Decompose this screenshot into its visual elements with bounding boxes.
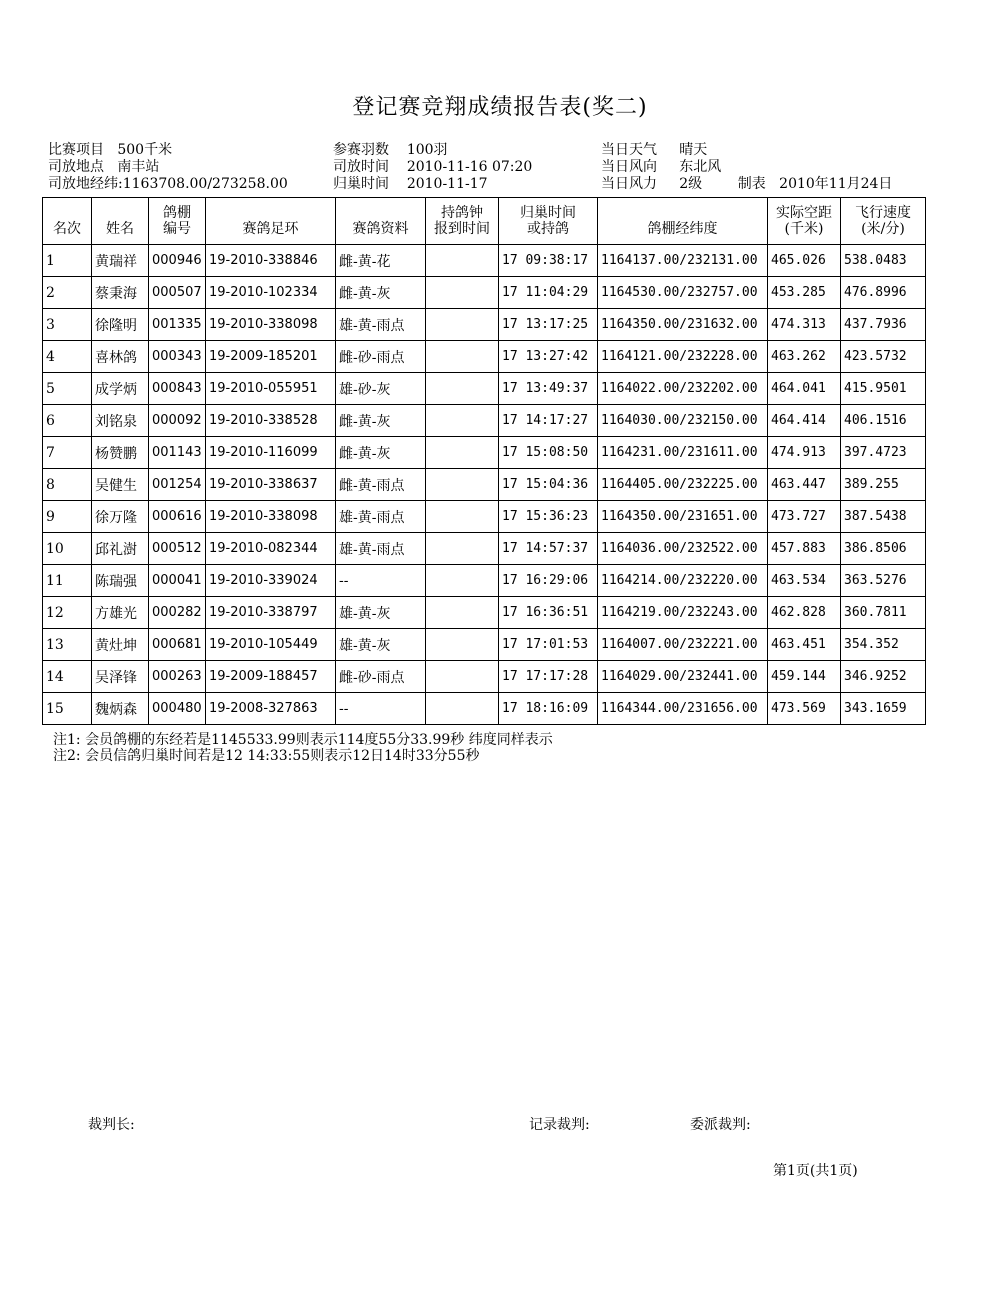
cell-rank: 10	[43, 533, 92, 565]
cell-loft-no: 000263	[149, 661, 206, 693]
place-value: 南丰站	[117, 159, 160, 175]
table-row	[43, 373, 926, 405]
col-loft-no: 鸽棚 编号	[149, 198, 206, 245]
cell-speed: 387.5438	[841, 501, 926, 533]
release-time-value: 2010-11-16 07:20	[406, 159, 533, 175]
info-col-1	[48, 142, 288, 193]
cell-clock	[426, 277, 499, 309]
cell-rank: 11	[43, 565, 92, 597]
cell-loft-no: 000843	[149, 373, 206, 405]
cell-arrive: 17 15:36:23	[499, 501, 598, 533]
table-row	[43, 469, 926, 501]
cell-coords: 1164137.00/232131.00	[598, 245, 768, 277]
cell-loft-no: 000512	[149, 533, 206, 565]
cell-distance: 462.828	[768, 597, 841, 629]
cell-arrive: 17 14:17:27	[499, 405, 598, 437]
recorder-judge-label: 记录裁判:	[529, 1117, 590, 1133]
weather-value: 晴天	[679, 142, 708, 158]
cell-distance: 464.414	[768, 405, 841, 437]
cell-coords: 1164350.00/231651.00	[598, 501, 768, 533]
info-col-3	[601, 142, 892, 193]
cell-speed: 397.4723	[841, 437, 926, 469]
cell-rank: 5	[43, 373, 92, 405]
cell-info: 雌-黄-灰	[336, 437, 426, 469]
cell-clock	[426, 373, 499, 405]
cell-speed: 343.1659	[841, 693, 926, 725]
cell-rank: 13	[43, 629, 92, 661]
cell-clock	[426, 437, 499, 469]
table-row	[43, 245, 926, 277]
cell-speed: 360.7811	[841, 597, 926, 629]
col-rank: 名次	[43, 198, 92, 245]
cell-clock	[426, 661, 499, 693]
cell-name: 徐隆明	[92, 309, 149, 341]
project-label: 比赛项目	[48, 142, 104, 158]
cell-ring: 19-2010-338637	[206, 469, 336, 501]
cell-rank: 7	[43, 437, 92, 469]
project-value: 500千米	[117, 142, 173, 158]
cell-name: 黄瑞祥	[92, 245, 149, 277]
cell-loft-no: 000616	[149, 501, 206, 533]
cell-name: 徐万隆	[92, 501, 149, 533]
table-header-row	[43, 198, 926, 245]
cell-rank: 6	[43, 405, 92, 437]
cell-coords: 1164219.00/232243.00	[598, 597, 768, 629]
return-time-value: 2010-11-17	[406, 176, 488, 192]
note-1: 注1: 会员鸽棚的东经若是1145533.99则表示114度55分33.99秒 纬度同样表示	[53, 732, 553, 748]
cell-loft-no: 000480	[149, 693, 206, 725]
cell-arrive: 17 18:16:09	[499, 693, 598, 725]
cell-name: 黄灶坤	[92, 629, 149, 661]
cell-loft-no: 000092	[149, 405, 206, 437]
cell-clock	[426, 469, 499, 501]
place-label: 司放地点	[48, 159, 104, 175]
cell-ring: 19-2010-338528	[206, 405, 336, 437]
cell-distance: 457.883	[768, 533, 841, 565]
info-col-2	[333, 142, 532, 193]
cell-coords: 1164121.00/232228.00	[598, 341, 768, 373]
col-coords: 鸽棚经纬度	[598, 198, 768, 245]
cell-loft-no: 001335	[149, 309, 206, 341]
cell-coords: 1164231.00/231611.00	[598, 437, 768, 469]
table-row	[43, 341, 926, 373]
cell-loft-no: 000681	[149, 629, 206, 661]
report-title: 登记赛竞翔成绩报告表(奖二)	[352, 95, 648, 120]
cell-speed: 363.5276	[841, 565, 926, 597]
wind-force-value: 2级	[679, 176, 703, 192]
table-row	[43, 565, 926, 597]
col-info: 赛鸽资料	[336, 198, 426, 245]
cell-name: 魏炳森	[92, 693, 149, 725]
cell-arrive: 17 17:01:53	[499, 629, 598, 661]
cell-coords: 1164022.00/232202.00	[598, 373, 768, 405]
cell-loft-no: 000507	[149, 277, 206, 309]
cell-ring: 19-2010-338846	[206, 245, 336, 277]
cell-arrive: 17 13:27:42	[499, 341, 598, 373]
cell-name: 刘铭泉	[92, 405, 149, 437]
coords-value: 1163708.00/273258.00	[122, 176, 288, 192]
cell-coords: 1164214.00/232220.00	[598, 565, 768, 597]
col-name: 姓名	[92, 198, 149, 245]
cell-clock	[426, 533, 499, 565]
cell-speed: 406.1516	[841, 405, 926, 437]
cell-distance: 463.447	[768, 469, 841, 501]
cell-rank: 1	[43, 245, 92, 277]
cell-info: 雌-黄-雨点	[336, 469, 426, 501]
cell-coords: 1164530.00/232757.00	[598, 277, 768, 309]
cell-clock	[426, 245, 499, 277]
cell-loft-no: 000343	[149, 341, 206, 373]
cell-name: 陈瑞强	[92, 565, 149, 597]
return-time-label: 归巢时间	[333, 176, 389, 192]
cell-speed: 354.352	[841, 629, 926, 661]
cell-ring: 19-2010-338797	[206, 597, 336, 629]
cell-info: 雄-黄-灰	[336, 597, 426, 629]
cell-ring: 19-2010-105449	[206, 629, 336, 661]
cell-rank: 14	[43, 661, 92, 693]
cell-speed: 476.8996	[841, 277, 926, 309]
release-time-label: 司放时间	[333, 159, 389, 175]
table-row	[43, 533, 926, 565]
notes	[53, 732, 553, 764]
cell-name: 喜林鸽	[92, 341, 149, 373]
cell-arrive: 17 09:38:17	[499, 245, 598, 277]
cell-loft-no: 001254	[149, 469, 206, 501]
cell-clock	[426, 405, 499, 437]
table-row	[43, 277, 926, 309]
cell-coords: 1164036.00/232522.00	[598, 533, 768, 565]
cell-distance: 465.026	[768, 245, 841, 277]
cell-info: 雄-黄-雨点	[336, 533, 426, 565]
cell-info: 雄-黄-雨点	[336, 309, 426, 341]
cell-ring: 19-2010-102334	[206, 277, 336, 309]
cell-info: 雄-黄-雨点	[336, 501, 426, 533]
cell-name: 蔡秉海	[92, 277, 149, 309]
cell-coords: 1164029.00/232441.00	[598, 661, 768, 693]
cell-ring: 19-2008-327863	[206, 693, 336, 725]
made-label: 制表	[737, 176, 766, 192]
cell-clock	[426, 501, 499, 533]
cell-speed: 389.255	[841, 469, 926, 501]
page-footer: 第1页(共1页)	[773, 1163, 858, 1179]
table-row	[43, 501, 926, 533]
coords-label: 司放地经纬:	[48, 176, 123, 192]
table-row	[43, 437, 926, 469]
cell-clock	[426, 629, 499, 661]
table-row	[43, 629, 926, 661]
cell-info: --	[336, 693, 426, 725]
cell-name: 邱礼澍	[92, 533, 149, 565]
cell-name: 吴泽锋	[92, 661, 149, 693]
cell-info: --	[336, 565, 426, 597]
cell-arrive: 17 13:49:37	[499, 373, 598, 405]
cell-clock	[426, 597, 499, 629]
cell-speed: 386.8506	[841, 533, 926, 565]
cell-ring: 19-2010-339024	[206, 565, 336, 597]
cell-ring: 19-2009-185201	[206, 341, 336, 373]
cell-arrive: 17 15:04:36	[499, 469, 598, 501]
cell-speed: 415.9501	[841, 373, 926, 405]
cell-ring: 19-2010-055951	[206, 373, 336, 405]
cell-ring: 19-2010-338098	[206, 501, 336, 533]
cell-name: 成学炳	[92, 373, 149, 405]
cell-ring: 19-2009-188457	[206, 661, 336, 693]
cell-speed: 346.9252	[841, 661, 926, 693]
cell-info: 雄-砂-灰	[336, 373, 426, 405]
cell-coords: 1164030.00/232150.00	[598, 405, 768, 437]
wind-dir-label: 当日风向	[601, 159, 657, 175]
cell-arrive: 17 17:17:28	[499, 661, 598, 693]
col-arrive: 归巢时间 或持鸽	[499, 198, 598, 245]
cell-distance: 473.569	[768, 693, 841, 725]
cell-distance: 453.285	[768, 277, 841, 309]
table-row	[43, 693, 926, 725]
cell-distance: 464.041	[768, 373, 841, 405]
cell-rank: 9	[43, 501, 92, 533]
cell-rank: 4	[43, 341, 92, 373]
cell-arrive: 17 11:04:29	[499, 277, 598, 309]
cell-name: 吴健生	[92, 469, 149, 501]
entries-label: 参赛羽数	[333, 142, 389, 158]
cell-coords: 1164350.00/231632.00	[598, 309, 768, 341]
cell-ring: 19-2010-338098	[206, 309, 336, 341]
cell-loft-no: 000282	[149, 597, 206, 629]
wind-force-label: 当日风力	[601, 176, 657, 192]
cell-loft-no: 001143	[149, 437, 206, 469]
cell-distance: 473.727	[768, 501, 841, 533]
cell-info: 雌-砂-雨点	[336, 661, 426, 693]
col-distance: 实际空距 (千米)	[768, 198, 841, 245]
cell-clock	[426, 565, 499, 597]
weather-label: 当日天气	[601, 142, 657, 158]
cell-name: 方雄光	[92, 597, 149, 629]
cell-clock	[426, 341, 499, 373]
cell-rank: 12	[43, 597, 92, 629]
cell-arrive: 17 16:36:51	[499, 597, 598, 629]
wind-dir-value: 东北风	[679, 159, 722, 175]
cell-arrive: 17 14:57:37	[499, 533, 598, 565]
cell-loft-no: 000946	[149, 245, 206, 277]
cell-coords: 1164405.00/232225.00	[598, 469, 768, 501]
cell-info: 雌-黄-花	[336, 245, 426, 277]
cell-distance: 474.913	[768, 437, 841, 469]
cell-distance: 463.534	[768, 565, 841, 597]
cell-distance: 459.144	[768, 661, 841, 693]
cell-distance: 463.262	[768, 341, 841, 373]
cell-info: 雌-黄-灰	[336, 277, 426, 309]
table-row	[43, 309, 926, 341]
table-row	[43, 661, 926, 693]
table-row	[43, 405, 926, 437]
col-speed: 飞行速度 (米/分)	[841, 198, 926, 245]
cell-info: 雌-砂-雨点	[336, 341, 426, 373]
cell-loft-no: 000041	[149, 565, 206, 597]
cell-coords: 1164344.00/231656.00	[598, 693, 768, 725]
appointed-judge-label: 委派裁判:	[690, 1117, 751, 1133]
cell-ring: 19-2010-116099	[206, 437, 336, 469]
cell-coords: 1164007.00/232221.00	[598, 629, 768, 661]
cell-speed: 437.7936	[841, 309, 926, 341]
col-ring: 赛鸽足环	[206, 198, 336, 245]
cell-arrive: 17 15:08:50	[499, 437, 598, 469]
cell-speed: 538.0483	[841, 245, 926, 277]
note-2: 注2: 会员信鸽归巢时间若是12 14:33:55则表示12日14时33分55秒	[53, 748, 480, 764]
col-clock: 持鸽钟 报到时间	[426, 198, 499, 245]
cell-distance: 463.451	[768, 629, 841, 661]
entries-value: 100羽	[406, 142, 448, 158]
cell-ring: 19-2010-082344	[206, 533, 336, 565]
chief-judge-label: 裁判长:	[88, 1117, 135, 1133]
cell-info: 雄-黄-灰	[336, 629, 426, 661]
cell-clock	[426, 693, 499, 725]
cell-arrive: 17 13:17:25	[499, 309, 598, 341]
cell-info: 雌-黄-灰	[336, 405, 426, 437]
table-row	[43, 597, 926, 629]
cell-rank: 8	[43, 469, 92, 501]
results-table	[42, 197, 926, 725]
cell-clock	[426, 309, 499, 341]
cell-distance: 474.313	[768, 309, 841, 341]
made-date: 2010年11月24日	[779, 176, 893, 192]
cell-rank: 2	[43, 277, 92, 309]
cell-name: 杨赞鹏	[92, 437, 149, 469]
cell-arrive: 17 16:29:06	[499, 565, 598, 597]
results-body	[43, 245, 926, 725]
cell-speed: 423.5732	[841, 341, 926, 373]
cell-rank: 15	[43, 693, 92, 725]
cell-rank: 3	[43, 309, 92, 341]
